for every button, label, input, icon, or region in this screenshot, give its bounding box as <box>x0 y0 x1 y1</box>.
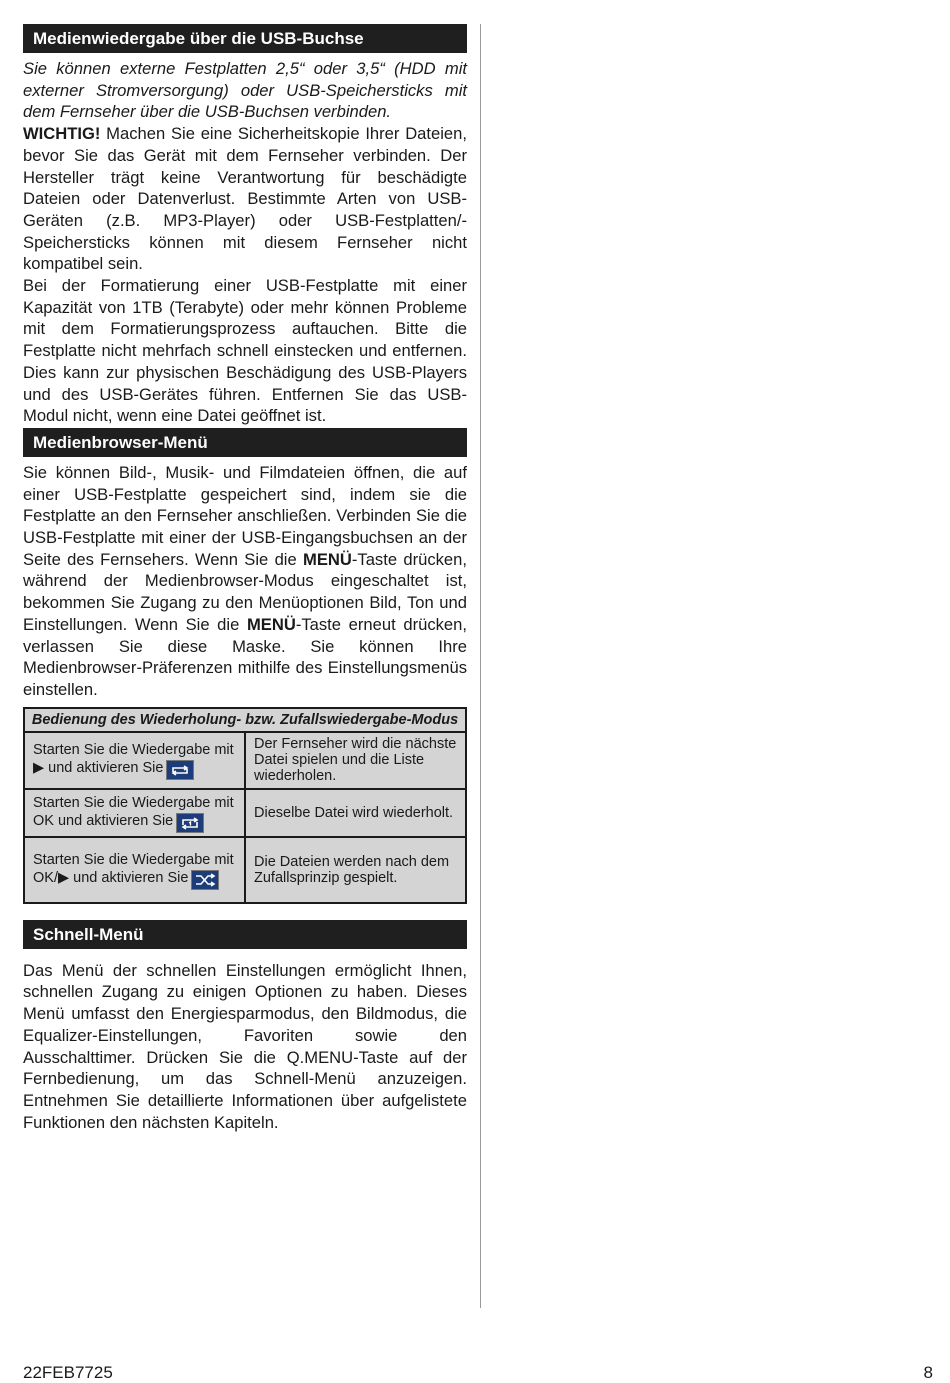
table-header: Bedienung des Wiederholung- bzw. Zufallswiedergabe-Modus <box>25 709 465 733</box>
table-cell-result: Dieselbe Datei wird wiederholt. <box>254 804 454 821</box>
section-heading-media-browser: Medienbrowser-Menü <box>23 428 467 457</box>
media-browser-paragraph <box>23 462 467 701</box>
quick-menu-text: Das Menü der schnellen Einstellungen ermöglicht Ihnen, schnellen Zugang zu einigen Optionen zu haben. Dieses Menü umfasst den Energiesparmodus, den Bildmodus, die Equalizer-Einstellungen, Favoriten sowie den Ausschalttimer. Drücken Sie die Q.MENU-Taste auf der Fernbedienung, um das Schnell-Menü anzuzeigen. Entnehmen Sie detaillierte Informationen über aufgelistete Funktionen den nächsten Kapiteln. <box>23 960 467 1132</box>
formatting-warning-text: Bei der Formatierung einer USB-Festplatte mit einer Kapazität von 1TB (Terabyte) oder mehr können Probleme mit dem Formatierungsprozess auftauchen. Bitte die Festplatte nicht mehrfach schnell einstecken und entfernen. Dies kann zur physischen Beschädigung des USB-Players und des USB-Gerätes führen. Entfernen Sie das USB-Modul nicht, wenn eine Datei geöffnet ist. <box>23 276 467 426</box>
column-divider <box>480 24 481 1308</box>
important-text: Machen Sie eine Sicherheitskopie Ihrer Dateien, bevor Sie das Gerät mit dem Fernseher verbinden. Der Hersteller trägt keine Verantwortung für beschädigte Dateien oder Datenverlust. Bestimmte Arten von USB-Geräten (z.B. MP3-Player) oder USB-Festplatten/-Speichersticks können mit diesem Fernseher nicht kompatibel sein. <box>23 124 467 274</box>
left-column <box>23 24 467 1133</box>
action-text: Starten Sie die Wiedergabe mit OK/▶ und aktivieren Sie <box>33 851 234 886</box>
table-row <box>25 838 465 902</box>
table-cell-action <box>25 733 246 788</box>
menu-key-label: MENÜ <box>246 614 296 634</box>
media-browser-text-b: -Taste drücken, während der Medienbrowser-Modus eingeschaltet ist, bekommen Sie Zugang zu den Menüoptionen Bild, Ton und Einstellungen. Wenn Sie die <box>23 549 467 634</box>
table-cell-result: Die Dateien werden nach dem Zufallsprinzip gespielt. <box>254 853 450 886</box>
table-cell-action <box>25 838 246 902</box>
action-text: Starten Sie die Wiedergabe mit ▶ und aktivieren Sie <box>33 742 234 777</box>
media-browser-text-c: -Taste erneut drücken, verlassen Sie diese Maske. Sie können Ihre Medienbrowser-Präferenzen mithilfe des Einstellungsmenüs einstellen. <box>23 614 467 699</box>
table-row <box>25 790 465 838</box>
repeat-all-icon <box>166 760 194 780</box>
table-row <box>25 733 465 790</box>
section-heading-quick-menu: Schnell-Menü <box>23 920 467 949</box>
media-browser-text-a: Sie können Bild-, Musik- und Filmdateien öffnen, die auf einer USB-Festplatte gespeichert sind, indem sie die Festplatte an den Fernseher anschließen. Verbinden Sie die USB-Festplatte mit einer der USB-Eingangsbuchsen an der Seite des Fernsehers. Wenn Sie die <box>23 462 467 569</box>
menu-key-label: MENÜ <box>303 549 352 569</box>
section-heading-usb-playback: Medienwiedergabe über die USB-Buchse <box>23 24 467 53</box>
important-paragraph <box>23 123 467 275</box>
important-label: WICHTIG! <box>23 124 101 144</box>
repeat-shuffle-table <box>23 707 467 904</box>
table-cell-action <box>25 790 246 836</box>
model-code: 22FEB7725 <box>23 1363 113 1382</box>
repeat-one-icon <box>176 813 204 833</box>
shuffle-icon <box>191 870 219 890</box>
action-text: Starten Sie die Wiedergabe mit OK und aktivieren Sie <box>33 794 234 829</box>
table-cell-result: Der Fernseher wird die nächste Datei spielen und die Liste wiederholen. <box>254 736 457 785</box>
usb-intro-text: Sie können externe Festplatten 2,5“ oder 3,5“ (HDD mit externer Stromversorgung) oder USB-Speichersticks mit dem Fernseher über die USB-Buchsen verbinden. <box>23 59 467 122</box>
page-number: 8 <box>923 1363 933 1382</box>
